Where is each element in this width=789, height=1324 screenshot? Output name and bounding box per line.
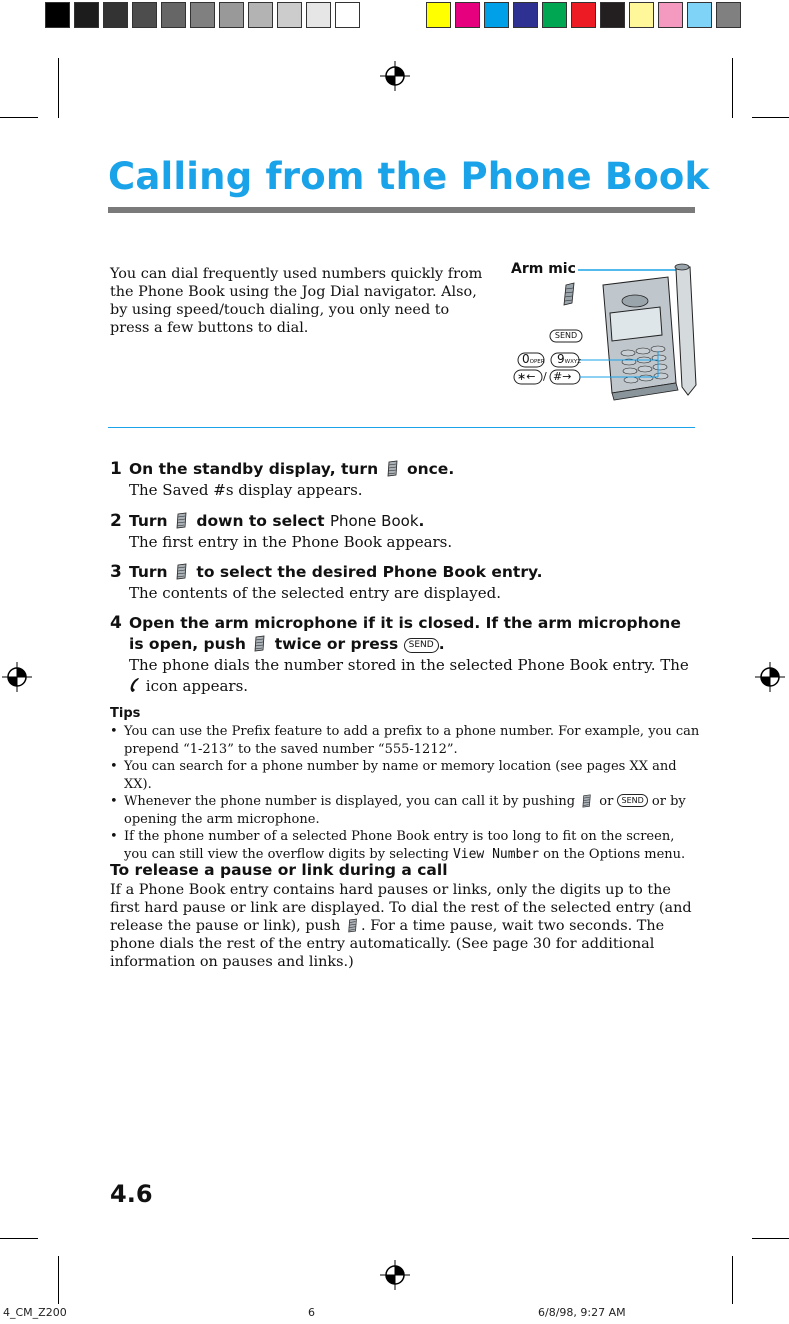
jog-dial-icon [347, 918, 359, 933]
step-heading: Open the arm microphone if it is closed. If the arm microphone is open, push [129, 614, 681, 653]
step-heading: Turn [129, 512, 168, 530]
calibration-swatch [132, 2, 157, 28]
send-key-icon: SEND [617, 794, 647, 807]
calibration-swatch [542, 2, 567, 28]
step-4: 4 Open the arm microphone if it is closed. If the arm microphone is open, push twice or press SEND . The phone dials the number stored in the selected Phone Book entry. The icon appears. [110, 613, 700, 697]
release-paragraph: If a Phone Book entry contains hard pauses or links, only the digits up to the first hard pause or link are displayed. To dial the rest of the selected entry (and release the pause or link), push . For a time pause, wait two seconds. The phone dials the rest of the entry automatically. (See page 30 for additional information on pauses and links.) [110, 882, 692, 970]
step-1: 1 On the standby display, turn once. The Saved #s display appears. [110, 459, 700, 501]
tip-item: • You can search for a phone number by name or memory location (see pages XX and XX). [110, 759, 677, 792]
calibration-swatch [513, 2, 538, 28]
calibration-swatch [716, 2, 741, 28]
calibration-swatch [335, 2, 360, 28]
send-key-icon: SEND [404, 638, 439, 653]
key-hash-label: #→ [553, 370, 572, 383]
step-heading: On the standby display, turn [129, 460, 379, 478]
tip-item: • If the phone number of a selected Phone Book entry is too long to fit on the screen, you can still view the overflow digits by selecting View Number on the Options menu. [110, 829, 686, 862]
calibration-swatch [103, 2, 128, 28]
calibration-swatch [484, 2, 509, 28]
step-number: 3 [110, 562, 122, 582]
footer-filename: 4_CM_Z200 [3, 1306, 67, 1319]
title-underline [108, 207, 695, 213]
calibration-swatch [190, 2, 215, 28]
intro-paragraph: You can dial frequently used numbers quickly from the Phone Book using the Jog Dial navigator. Also, by using speed/touch dialing, you only need to press a few buttons to dial. [110, 266, 483, 336]
key-0-label: 0OPER [522, 352, 545, 366]
arm-mic-label: Arm mic [511, 261, 576, 277]
step-number: 2 [110, 511, 122, 531]
release-heading: To release a pause or link during a call [110, 861, 448, 879]
registration-mark-bottom [380, 1260, 410, 1290]
registration-mark-left [2, 662, 32, 692]
step-body: The first entry in the Phone Book appears. [129, 533, 453, 551]
jog-dial-icon [386, 460, 400, 477]
calibration-swatch [629, 2, 654, 28]
key-star-label: ∗← [517, 370, 536, 383]
jog-dial-icon [175, 512, 189, 529]
calibration-swatch [687, 2, 712, 28]
tip-item: • You can use the Prefix feature to add a prefix to a phone number. For example, you can prepend “1-213” to the saved number “555-1212”. [110, 724, 700, 757]
calibration-swatch [277, 2, 302, 28]
registration-mark-top [380, 61, 410, 91]
phone-figure [500, 255, 700, 405]
registration-mark-right [755, 662, 785, 692]
phone-handset-icon [129, 677, 141, 693]
calibration-swatch [45, 2, 70, 28]
calibration-swatch [571, 2, 596, 28]
tips-heading: Tips [110, 706, 141, 721]
lcd-text-view-number: View Number [452, 846, 540, 862]
tips-list [110, 723, 700, 863]
step-body: The contents of the selected entry are displayed. [129, 584, 501, 602]
step-number: 4 [110, 613, 122, 633]
step-body: The phone dials the number stored in the selected Phone Book entry. The icon appears. [129, 656, 689, 695]
calibration-swatch [455, 2, 480, 28]
calibration-swatch [600, 2, 625, 28]
calibration-swatch [658, 2, 683, 28]
calibration-swatch [161, 2, 186, 28]
step-2: 2 Turn down to select Phone Book. The first entry in the Phone Book appears. [110, 511, 700, 553]
key-9-label: 9WXYZ [557, 352, 581, 366]
step-body: The Saved #s display appears. [129, 481, 363, 499]
calibration-swatch [306, 2, 331, 28]
jog-dial-icon [581, 794, 593, 808]
step-heading: Turn [129, 563, 168, 581]
send-key-label: SEND [554, 331, 578, 340]
lcd-text-phone-book: Phone Book [329, 512, 419, 530]
jog-dial-icon [253, 635, 267, 652]
calibration-swatch [426, 2, 451, 28]
calibration-swatch [74, 2, 99, 28]
footer-page: 6 [308, 1306, 315, 1319]
calibration-swatch [219, 2, 244, 28]
page-number: 4.6 [110, 1180, 153, 1208]
step-number: 1 [110, 459, 122, 479]
tip-item: • Whenever the phone number is displayed, you can call it by pushing or SEND or by opening the arm microphone. [110, 794, 686, 827]
jog-dial-icon [175, 563, 189, 580]
calibration-swatch [248, 2, 273, 28]
step-3: 3 Turn to select the desired Phone Book entry. The contents of the selected entry are displayed. [110, 562, 700, 604]
page-title: Calling from the Phone Book [108, 155, 710, 198]
footer-date: 6/8/98, 9:27 AM [538, 1306, 626, 1319]
section-divider [108, 427, 695, 428]
key-slash-label: / [543, 370, 547, 383]
